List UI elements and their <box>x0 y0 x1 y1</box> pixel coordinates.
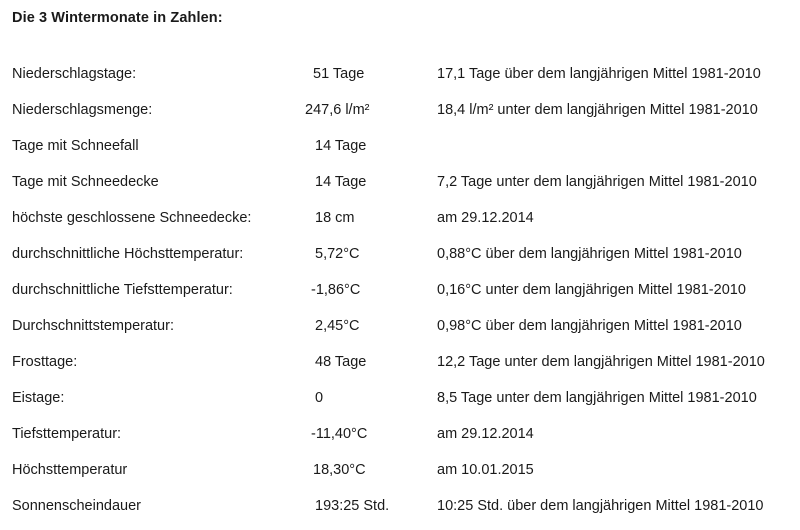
row-value: 14 Tage <box>315 174 367 190</box>
row-label: Eistage: <box>12 390 65 406</box>
table-row <box>0 206 800 242</box>
row-value: 18 cm <box>315 210 355 226</box>
row-value: -11,40°C <box>311 426 368 442</box>
table-row <box>0 314 800 350</box>
row-value: -1,86°C <box>311 282 361 298</box>
row-note: 0,88°C über dem langjährigen Mittel 1981-2010 <box>437 246 742 262</box>
row-value: 0 <box>315 390 324 406</box>
row-value: 5,72°C <box>315 246 360 262</box>
row-value: 48 Tage <box>315 354 367 370</box>
table-row <box>0 494 800 530</box>
row-label: Sonnenscheindauer <box>12 498 141 514</box>
row-value: 14 Tage <box>315 138 367 154</box>
row-note: 8,5 Tage unter dem langjährigen Mittel 1981-2010 <box>437 390 757 406</box>
row-value: 2,45°C <box>315 318 360 334</box>
row-label: Tage mit Schneefall <box>12 138 139 154</box>
table-row <box>0 170 800 206</box>
table-row <box>0 134 800 170</box>
table-row <box>0 98 800 134</box>
row-label: durchschnittliche Höchsttemperatur: <box>12 246 244 262</box>
table-row <box>0 62 800 98</box>
row-note: 7,2 Tage unter dem langjährigen Mittel 1981-2010 <box>437 174 757 190</box>
row-value: 51 Tage <box>313 66 365 82</box>
row-note: 10:25 Std. über dem langjährigen Mittel 1981-2010 <box>437 498 764 514</box>
row-note: am 10.01.2015 <box>437 462 534 478</box>
table-row <box>0 458 800 494</box>
row-note: am 29.12.2014 <box>437 426 534 442</box>
document-title: Die 3 Wintermonate in Zahlen: <box>12 10 223 26</box>
row-note: 0,16°C unter dem langjährigen Mittel 1981-2010 <box>437 282 746 298</box>
row-label: Höchsttemperatur <box>12 462 128 478</box>
row-note: 0,98°C über dem langjährigen Mittel 1981-2010 <box>437 318 742 334</box>
row-label: Tiefsttemperatur: <box>12 426 122 442</box>
row-note: 18,4 l/m² unter dem langjährigen Mittel 1981-2010 <box>437 102 758 118</box>
row-note: 17,1 Tage über dem langjährigen Mittel 1981-2010 <box>437 66 761 82</box>
row-label: Niederschlagstage: <box>12 66 137 82</box>
table-row <box>0 278 800 314</box>
row-label: höchste geschlossene Schneedecke: <box>12 210 252 226</box>
row-label: Frosttage: <box>12 354 78 370</box>
row-label: Tage mit Schneedecke <box>12 174 159 190</box>
table-row <box>0 422 800 458</box>
row-label: Niederschlagsmenge: <box>12 102 153 118</box>
stats-table <box>0 62 800 530</box>
table-row <box>0 350 800 386</box>
table-row <box>0 386 800 422</box>
row-value: 247,6 l/m² <box>305 102 370 118</box>
row-note: am 29.12.2014 <box>437 210 534 226</box>
table-row <box>0 242 800 278</box>
row-label: Durchschnittstemperatur: <box>12 318 174 334</box>
row-label: durchschnittliche Tiefsttemperatur: <box>12 282 233 298</box>
row-note: 12,2 Tage unter dem langjährigen Mittel 1981-2010 <box>437 354 765 370</box>
row-value: 193:25 Std. <box>315 498 390 514</box>
row-value: 18,30°C <box>313 462 366 478</box>
